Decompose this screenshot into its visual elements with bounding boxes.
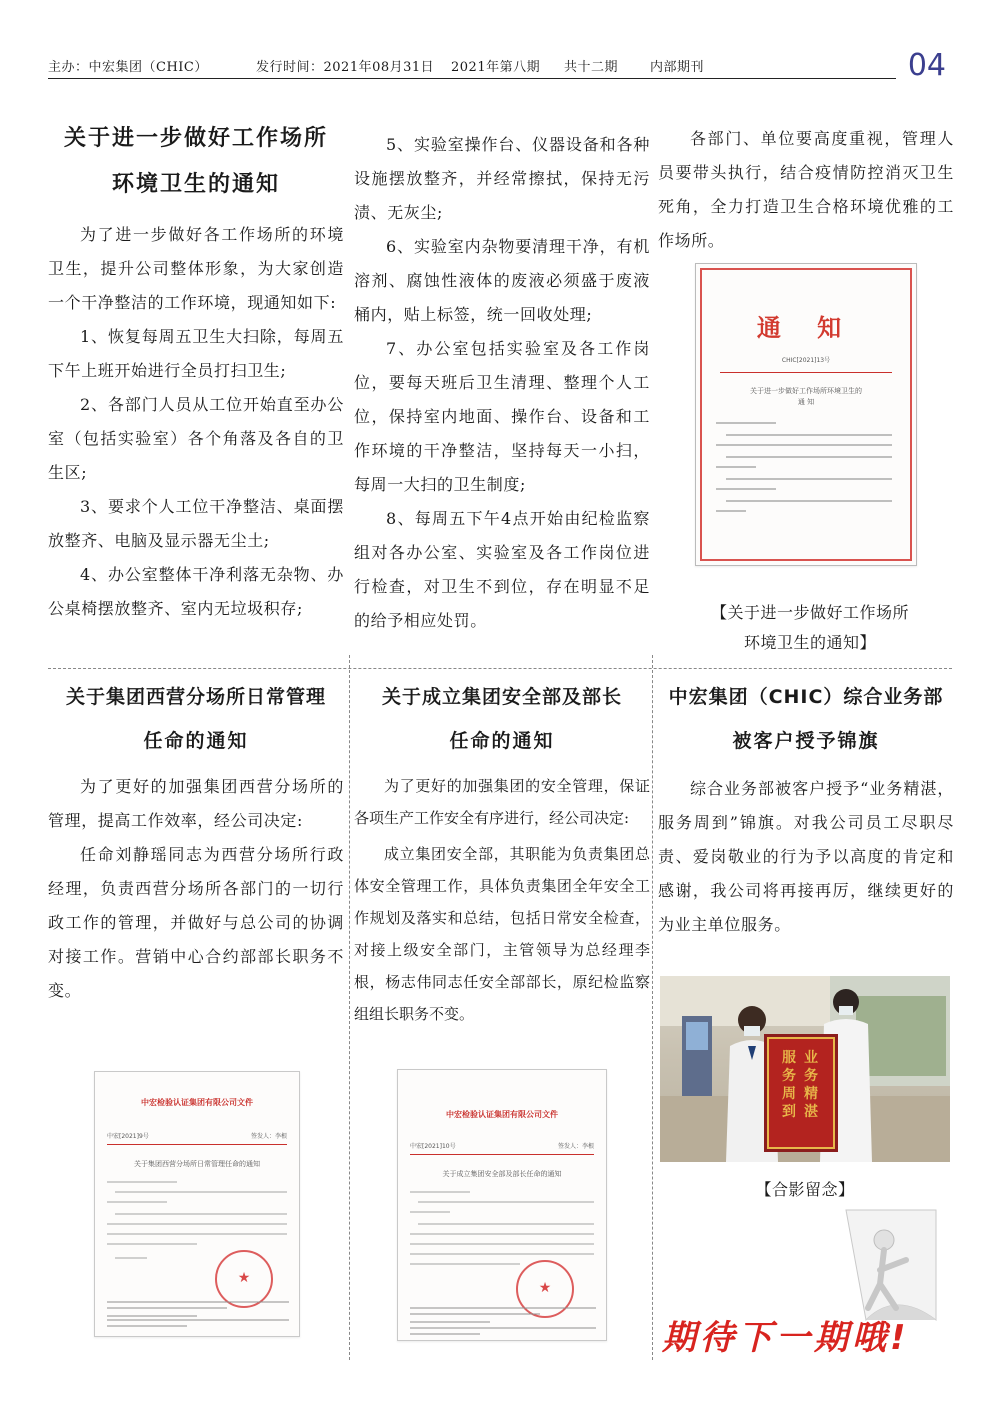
column-divider [652,655,653,1360]
article-hygiene-paragraph: 1、恢复每周五卫生大扫除，每周五下午上班开始进行全员打扫卫生; [48,327,344,380]
issue-date: 发行时间：2021年08月31日 [256,60,435,75]
article-hygiene-paragraph: 4、办公室整体干净利落无杂物、办公桌椅摆放整齐、室内无垃圾积存; [48,565,344,618]
article-hygiene-paragraph: 6、实验室内杂物要清理干净，有机溶剂、腐蚀性液体的废液必须盛于废液桶内，贴上标签，统一回收处理; [354,237,650,324]
article-safety-title-line1: 关于成立集团安全部及部长 [381,686,622,708]
article-safety-title-line2: 任命的通知 [449,730,555,752]
safety-doc-org: 中宏检验认证集团有限公司文件 [446,1110,558,1119]
publication-type: 内部期刊 [650,60,705,75]
header-rule [48,78,896,79]
masthead [48,48,948,83]
svg-text:精: 精 [804,1086,818,1102]
svg-text:服: 服 [782,1050,796,1066]
article-pennant-paragraph: 综合业务部被客户授予“业务精湛，服务周到”锦旗。对我公司员工尽职尽责、爱岗敬业的行为予以高度的肯定和感谢，我公司将再接再厉，继续更好的为业主单位服务。 [658,779,954,934]
article-hygiene-paragraph: 2、各部门人员从工位开始直至办公室（包括实验室）各个角落及各自的卫生区; [48,395,344,482]
safety-doc-footer-lines [410,1306,596,1336]
safety-doc-red-rule [410,1154,594,1155]
column-divider [349,655,350,1360]
photo-caption: 【合影留念】 [755,1180,855,1199]
article-xiying-title-line1: 关于集团西营分场所日常管理 [65,686,326,708]
article-hygiene-col2 [354,128,650,638]
article-xiying-appointment [48,680,344,1008]
svg-text:周: 周 [782,1086,796,1102]
article-pennant-award [658,680,954,942]
section-divider [48,668,952,669]
xiying-doc-red-rule [107,1144,287,1145]
article-hygiene-title-line2: 环境卫生的通知 [111,172,280,197]
sponsor: 主办：中宏集团（CHIC） [48,60,208,75]
safety-doc-number: 中宏[2021]10号 [410,1143,456,1150]
xiying-doc-org: 中宏检验认证集团有限公司文件 [141,1098,253,1107]
notice-heading: 通 知 [756,314,856,342]
xiying-doc-footer-lines [107,1300,289,1330]
hygiene-notice-caption [700,598,920,658]
hygiene-notice-image [695,263,917,566]
article-safety-paragraph: 为了更好的加强集团的安全管理，保证各项生产工作安全有序进行，经公司决定: [354,777,650,827]
group-photo-illustration [660,976,950,1162]
group-photo [660,976,950,1162]
safety-doc-subject: 关于成立集团安全部及部长任命的通知 [442,1170,562,1178]
notice-red-rule [720,372,892,373]
notice-subject-line2: 通 知 [797,398,815,406]
svg-text:湛: 湛 [804,1104,818,1120]
xiying-doc-subject: 关于集团西营分场所日常管理任命的通知 [134,1160,260,1168]
notice-number: CHIC[2021]13号 [781,357,831,364]
safety-doc-signer: 签发人：李根 [557,1143,594,1150]
article-hygiene-paragraph: 8、每周五下午4点开始由纪检监察组对各办公室、实验室及各工作岗位进行检查，对卫生不到位，存在明显不足的给予相应处罚。 [354,509,650,630]
article-xiying-paragraph: 为了更好的加强集团西营分场所的管理，提高工作效率，经公司决定: [48,777,344,830]
article-hygiene-paragraph: 7、办公室包括实验室及各工作岗位，要每天班后卫生清理、整理个人工位，保持室内地面、操作台、设备和工作环境的干净整洁，坚持每天一小扫，每周一大扫的卫生制度; [354,339,650,494]
article-pennant-title-line1: 中宏集团（CHIC）综合业务部 [668,686,944,708]
notice-body-text-lines [716,419,896,529]
article-hygiene-title-line1: 关于进一步做好工作场所 [63,126,328,151]
safety-doc-body-lines [410,1188,596,1272]
page-number: 04 [907,48,946,83]
notice-subject-line1: 关于进一步做好工作场所环境卫生的 [750,387,862,395]
next-issue-promo: 期待下一期哦! [662,1318,910,1358]
xiying-doc-body-lines [107,1178,289,1262]
article-hygiene-col3 [658,122,954,258]
caption-line1: 【关于进一步做好工作场所 [710,603,909,622]
article-pennant-title-line2: 被客户授予锦旗 [732,730,880,752]
svg-text:务: 务 [804,1068,818,1084]
svg-text:到: 到 [782,1104,796,1120]
issue-total: 共十二期 [564,60,619,75]
article-hygiene-paragraph: 3、要求个人工位干净整洁、桌面摆放整齐、电脑及显示器无尘土; [48,497,344,550]
article-hygiene-paragraph: 为了进一步做好各工作场所的环境卫生，提升公司整体形象，为大家创造一个干净整洁的工作环境，现通知如下: [48,225,344,312]
xiying-notice-image [94,1071,300,1337]
svg-text:务: 务 [782,1068,796,1084]
xiying-doc-number: 中宏[2021]9号 [107,1133,149,1140]
issue-number: 2021年第八期 [451,60,541,75]
article-xiying-paragraph: 任命刘静瑶同志为西营分场所行政经理，负责西营分场所各部门的一切行政工作的管理，并做好与总公司的协调对接工作。营销中心合约部部长职务不变。 [48,845,344,1000]
article-hygiene-col1 [48,120,344,626]
article-hygiene-paragraph: 各部门、单位要高度重视，管理人员要带头执行，结合疫情防控消灭卫生死角，全力打造卫生合格环境优雅的工作场所。 [658,129,954,250]
svg-text:业: 业 [804,1050,818,1066]
article-xiying-title-line2: 任命的通知 [143,730,249,752]
xiying-doc-signer: 签发人：李根 [250,1133,287,1140]
article-safety-paragraph: 成立集团安全部，其职能为负责集团总体安全管理工作，具体负责集团全年安全工作规划及落实和总结，包括日常安全检查，对接上级安全部门，主管领导为总经理李根，杨志伟同志任安全部部长，原纪检监察组组长职务不变。 [354,845,650,1023]
article-safety-department [354,680,650,1030]
caption-line2: 环境卫生的通知】 [743,633,876,652]
article-hygiene-paragraph: 5、实验室操作台、仪器设备和各种设施摆放整齐，并经常擦拭，保持无污渍、无灰尘; [354,135,650,222]
safety-notice-image [397,1069,607,1341]
